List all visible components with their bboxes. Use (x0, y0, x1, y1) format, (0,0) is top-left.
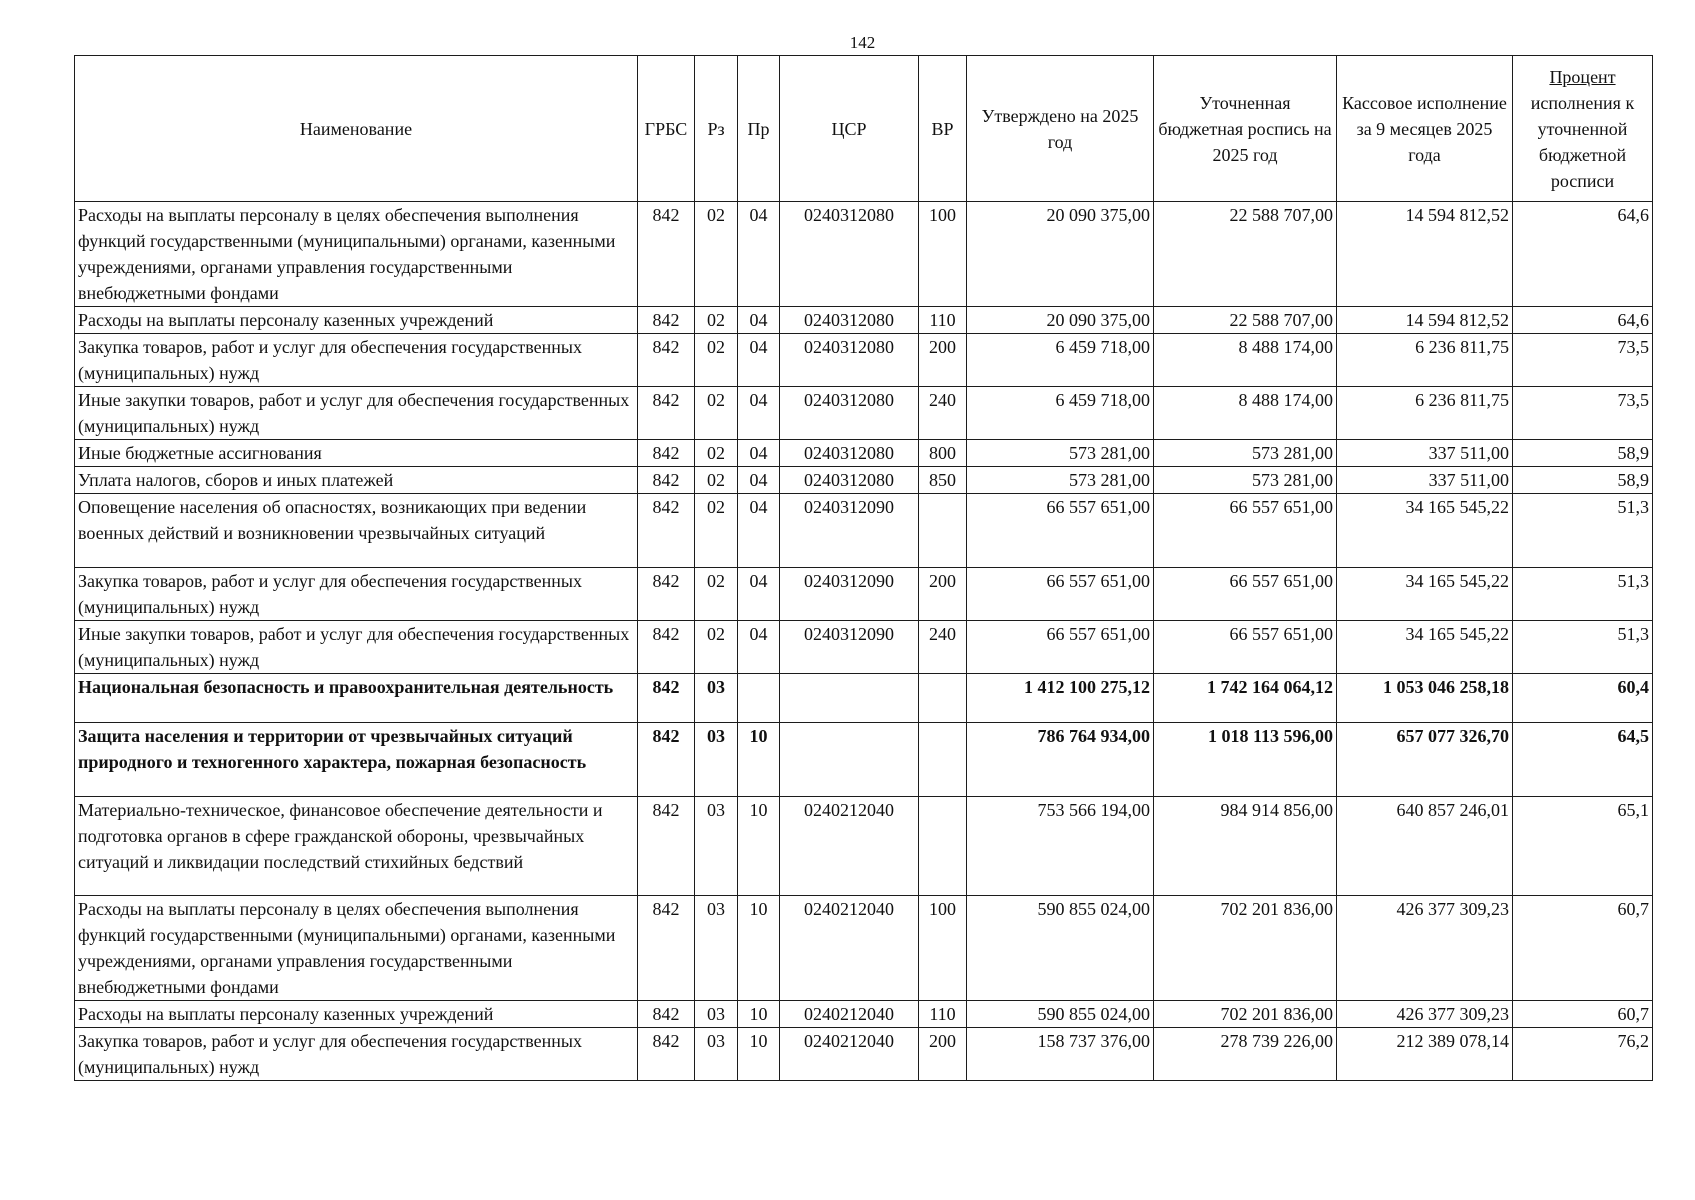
cell-name: Уплата налогов, сборов и иных платежей (75, 467, 638, 494)
cell-refined: 22 588 707,00 (1154, 202, 1337, 307)
cell-approved: 573 281,00 (967, 440, 1154, 467)
column-header-vr: ВР (919, 56, 967, 202)
cell-name: Закупка товаров, работ и услуг для обеспечения государственных (муниципальных) нужд (75, 568, 638, 621)
cell-pr: 10 (738, 1001, 780, 1028)
cell-pr: 04 (738, 202, 780, 307)
cell-csr: 0240312090 (780, 621, 919, 674)
cell-refined: 1 742 164 064,12 (1154, 674, 1337, 723)
table-row (75, 467, 1653, 494)
cell-pr: 04 (738, 440, 780, 467)
cell-rz: 02 (695, 568, 738, 621)
table-row (75, 621, 1653, 674)
cell-grbs: 842 (638, 334, 695, 387)
cell-csr: 0240212040 (780, 896, 919, 1001)
cell-cash: 640 857 246,01 (1337, 797, 1513, 896)
table-row (75, 1028, 1653, 1081)
table-body (75, 202, 1653, 1081)
column-header-percent-rest: исполнения к уточненной бюджетной росписи (1530, 92, 1635, 191)
cell-pr: 10 (738, 896, 780, 1001)
cell-refined: 66 557 651,00 (1154, 621, 1337, 674)
column-header-rz: Рз (695, 56, 738, 202)
cell-percent: 64,6 (1513, 202, 1653, 307)
cell-vr: 200 (919, 334, 967, 387)
cell-cash: 14 594 812,52 (1337, 202, 1513, 307)
cell-vr: 800 (919, 440, 967, 467)
cell-rz: 03 (695, 797, 738, 896)
cell-rz: 03 (695, 723, 738, 797)
cell-rz: 02 (695, 440, 738, 467)
cell-pr: 04 (738, 568, 780, 621)
cell-cash: 14 594 812,52 (1337, 307, 1513, 334)
cell-approved: 786 764 934,00 (967, 723, 1154, 797)
cell-grbs: 842 (638, 723, 695, 797)
table-row (75, 896, 1653, 1001)
table-header-row (75, 56, 1653, 202)
cell-percent: 60,4 (1513, 674, 1653, 723)
budget-table (74, 55, 1653, 1081)
cell-csr: 0240312080 (780, 307, 919, 334)
cell-vr (919, 723, 967, 797)
column-header-cash: Кассовое исполнение за 9 месяцев 2025 года (1337, 56, 1513, 202)
cell-vr: 110 (919, 307, 967, 334)
cell-rz: 03 (695, 674, 738, 723)
cell-grbs: 842 (638, 674, 695, 723)
cell-pr: 10 (738, 1028, 780, 1081)
cell-name: Материально-техническое, финансовое обеспечение деятельности и подготовка органов в сфере гражданской обороны, чрезвычайных ситуаций и ликвидации последствий стихийных бедствий (75, 797, 638, 896)
column-header-percent-first: Процент (1549, 66, 1616, 87)
cell-grbs: 842 (638, 621, 695, 674)
cell-cash: 6 236 811,75 (1337, 387, 1513, 440)
cell-refined: 984 914 856,00 (1154, 797, 1337, 896)
cell-rz: 02 (695, 467, 738, 494)
cell-grbs: 842 (638, 896, 695, 1001)
cell-percent: 64,5 (1513, 723, 1653, 797)
cell-cash: 657 077 326,70 (1337, 723, 1513, 797)
cell-csr: 0240312080 (780, 202, 919, 307)
cell-csr: 0240212040 (780, 1001, 919, 1028)
cell-percent: 73,5 (1513, 334, 1653, 387)
cell-name: Иные закупки товаров, работ и услуг для обеспечения государственных (муниципальных) нужд (75, 621, 638, 674)
cell-rz: 03 (695, 1028, 738, 1081)
cell-grbs: 842 (638, 797, 695, 896)
cell-percent: 58,9 (1513, 467, 1653, 494)
table-row (75, 797, 1653, 896)
cell-csr: 0240312090 (780, 568, 919, 621)
cell-csr (780, 674, 919, 723)
table-row (75, 568, 1653, 621)
cell-cash: 34 165 545,22 (1337, 494, 1513, 568)
cell-refined: 66 557 651,00 (1154, 568, 1337, 621)
cell-pr: 04 (738, 467, 780, 494)
cell-cash: 34 165 545,22 (1337, 568, 1513, 621)
cell-pr: 04 (738, 621, 780, 674)
cell-cash: 212 389 078,14 (1337, 1028, 1513, 1081)
cell-refined: 1 018 113 596,00 (1154, 723, 1337, 797)
cell-approved: 6 459 718,00 (967, 387, 1154, 440)
cell-approved: 1 412 100 275,12 (967, 674, 1154, 723)
cell-pr: 04 (738, 494, 780, 568)
cell-grbs: 842 (638, 387, 695, 440)
cell-percent: 58,9 (1513, 440, 1653, 467)
cell-refined: 702 201 836,00 (1154, 1001, 1337, 1028)
cell-approved: 590 855 024,00 (967, 1001, 1154, 1028)
cell-cash: 426 377 309,23 (1337, 896, 1513, 1001)
cell-cash: 1 053 046 258,18 (1337, 674, 1513, 723)
cell-refined: 573 281,00 (1154, 440, 1337, 467)
cell-percent: 65,1 (1513, 797, 1653, 896)
cell-approved: 66 557 651,00 (967, 621, 1154, 674)
cell-approved: 158 737 376,00 (967, 1028, 1154, 1081)
cell-vr: 100 (919, 896, 967, 1001)
cell-cash: 337 511,00 (1337, 440, 1513, 467)
cell-grbs: 842 (638, 1028, 695, 1081)
column-header-refined: Уточненная бюджетная роспись на 2025 год (1154, 56, 1337, 202)
cell-vr: 240 (919, 387, 967, 440)
cell-approved: 20 090 375,00 (967, 202, 1154, 307)
cell-approved: 66 557 651,00 (967, 568, 1154, 621)
cell-refined: 66 557 651,00 (1154, 494, 1337, 568)
table-row (75, 494, 1653, 568)
cell-grbs: 842 (638, 467, 695, 494)
cell-csr: 0240312080 (780, 467, 919, 494)
cell-approved: 20 090 375,00 (967, 307, 1154, 334)
cell-csr (780, 723, 919, 797)
cell-name: Национальная безопасность и правоохранительная деятельность (75, 674, 638, 723)
cell-name: Защита населения и территории от чрезвычайных ситуаций природного и техногенного характера, пожарная безопасность (75, 723, 638, 797)
cell-grbs: 842 (638, 568, 695, 621)
cell-csr: 0240312080 (780, 440, 919, 467)
cell-approved: 590 855 024,00 (967, 896, 1154, 1001)
cell-pr: 10 (738, 723, 780, 797)
cell-grbs: 842 (638, 494, 695, 568)
cell-refined: 8 488 174,00 (1154, 334, 1337, 387)
table-row (75, 674, 1653, 723)
column-header-approved: Утверждено на 2025 год (967, 56, 1154, 202)
cell-csr: 0240212040 (780, 797, 919, 896)
table-row (75, 440, 1653, 467)
cell-name: Оповещение населения об опасностях, возникающих при ведении военных действий и возникновении чрезвычайных ситуаций (75, 494, 638, 568)
cell-name: Расходы на выплаты персоналу казенных учреждений (75, 307, 638, 334)
cell-name: Закупка товаров, работ и услуг для обеспечения государственных (муниципальных) нужд (75, 334, 638, 387)
page-number: 142 (849, 33, 876, 52)
cell-pr: 04 (738, 334, 780, 387)
cell-approved: 6 459 718,00 (967, 334, 1154, 387)
cell-percent: 51,3 (1513, 494, 1653, 568)
cell-rz: 02 (695, 621, 738, 674)
column-header-name: Наименование (75, 56, 638, 202)
cell-vr (919, 797, 967, 896)
cell-approved: 66 557 651,00 (967, 494, 1154, 568)
cell-name: Закупка товаров, работ и услуг для обеспечения государственных (муниципальных) нужд (75, 1028, 638, 1081)
cell-vr: 200 (919, 1028, 967, 1081)
cell-pr (738, 674, 780, 723)
cell-vr: 200 (919, 568, 967, 621)
cell-cash: 426 377 309,23 (1337, 1001, 1513, 1028)
table-row (75, 307, 1653, 334)
cell-grbs: 842 (638, 307, 695, 334)
cell-percent: 64,6 (1513, 307, 1653, 334)
cell-percent: 51,3 (1513, 621, 1653, 674)
cell-csr: 0240312080 (780, 334, 919, 387)
cell-percent: 60,7 (1513, 1001, 1653, 1028)
cell-csr: 0240312080 (780, 387, 919, 440)
cell-cash: 34 165 545,22 (1337, 621, 1513, 674)
cell-percent: 73,5 (1513, 387, 1653, 440)
cell-percent: 76,2 (1513, 1028, 1653, 1081)
cell-percent: 51,3 (1513, 568, 1653, 621)
cell-approved: 573 281,00 (967, 467, 1154, 494)
cell-rz: 02 (695, 334, 738, 387)
table-row (75, 723, 1653, 797)
cell-vr: 110 (919, 1001, 967, 1028)
cell-vr: 100 (919, 202, 967, 307)
cell-rz: 02 (695, 307, 738, 334)
cell-percent: 60,7 (1513, 896, 1653, 1001)
cell-rz: 03 (695, 1001, 738, 1028)
cell-name: Иные бюджетные ассигнования (75, 440, 638, 467)
cell-pr: 04 (738, 387, 780, 440)
cell-rz: 02 (695, 387, 738, 440)
table-row (75, 387, 1653, 440)
column-header-csr: ЦСР (780, 56, 919, 202)
cell-refined: 8 488 174,00 (1154, 387, 1337, 440)
cell-name: Расходы на выплаты персоналу в целях обеспечения выполнения функций государственными (муниципальными) органами, казенными учреждениями, органами управления государственными внебюджетными фондами (75, 896, 638, 1001)
cell-grbs: 842 (638, 202, 695, 307)
cell-vr: 240 (919, 621, 967, 674)
cell-pr: 04 (738, 307, 780, 334)
cell-rz: 02 (695, 494, 738, 568)
cell-rz: 03 (695, 896, 738, 1001)
cell-approved: 753 566 194,00 (967, 797, 1154, 896)
cell-vr: 850 (919, 467, 967, 494)
column-header-percent (1513, 56, 1653, 202)
cell-rz: 02 (695, 202, 738, 307)
cell-cash: 6 236 811,75 (1337, 334, 1513, 387)
cell-refined: 278 739 226,00 (1154, 1028, 1337, 1081)
table-row (75, 202, 1653, 307)
cell-refined: 702 201 836,00 (1154, 896, 1337, 1001)
cell-name: Расходы на выплаты персоналу в целях обеспечения выполнения функций государственными (муниципальными) органами, казенными учреждениями, органами управления государственными внебюджетными фондами (75, 202, 638, 307)
table-row (75, 334, 1653, 387)
cell-refined: 22 588 707,00 (1154, 307, 1337, 334)
cell-name: Расходы на выплаты персоналу казенных учреждений (75, 1001, 638, 1028)
cell-csr: 0240212040 (780, 1028, 919, 1081)
column-header-pr: Пр (738, 56, 780, 202)
table-row (75, 1001, 1653, 1028)
cell-pr: 10 (738, 797, 780, 896)
cell-name: Иные закупки товаров, работ и услуг для обеспечения государственных (муниципальных) нужд (75, 387, 638, 440)
cell-refined: 573 281,00 (1154, 467, 1337, 494)
column-header-grbs: ГРБС (638, 56, 695, 202)
cell-grbs: 842 (638, 1001, 695, 1028)
cell-vr (919, 674, 967, 723)
cell-grbs: 842 (638, 440, 695, 467)
cell-vr (919, 494, 967, 568)
cell-csr: 0240312090 (780, 494, 919, 568)
cell-cash: 337 511,00 (1337, 467, 1513, 494)
